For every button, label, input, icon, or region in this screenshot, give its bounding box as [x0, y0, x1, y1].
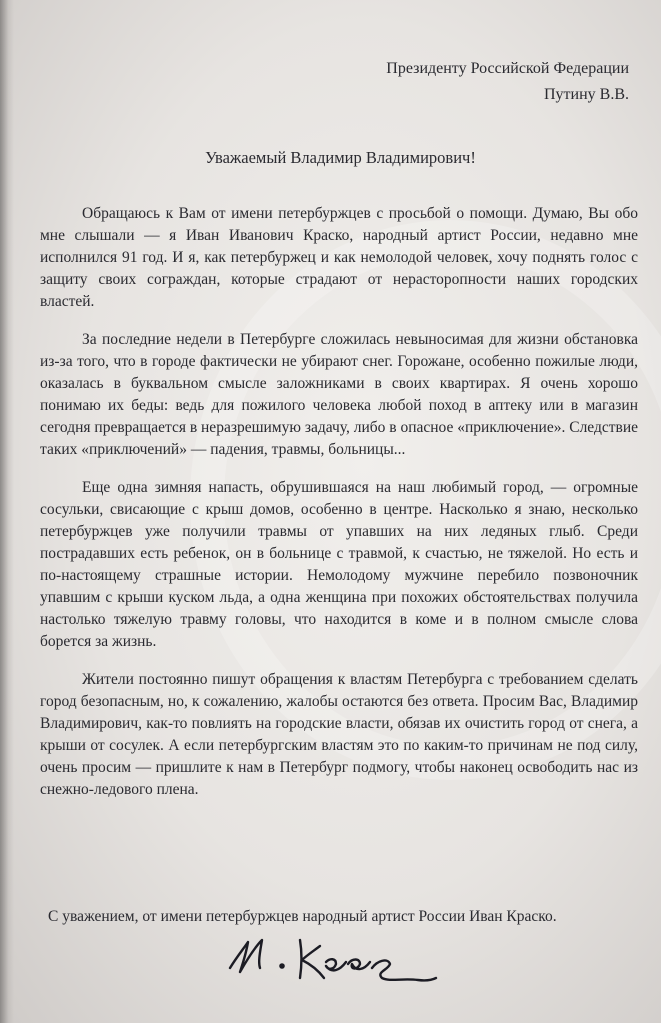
salutation: Уважаемый Владимир Владимирович!	[205, 148, 476, 167]
paragraph-2: За последние недели в Петербурге сложилась невыносимая для жизни обстановка из-за того, что в городе фактически не убирают снег. Горожане, особенно пожилые люди, оказалась в буквальном смысле заложниками в своих квартирах. Я очень хорошо понимаю их беды: ведь для пожилого человека любой поход в аптеку или в магазин сегодня превращается в неразрешимую задачу, либо в опасное «приключение». Следствие таких «приключений» — падения, травмы, больницы...	[40, 331, 639, 458]
paragraph-1: Обращаюсь к Вам от имени петербуржцев с просьбой о помощи. Думаю, Вы обо мне слышали — я Иван Иванович Краско, народный артист России, недавно мне исполнился 91 год. И я, как петербуржец и как немолодой человек, хочу поднять голос с защиту своих сограждан, которые страдают от нерасторопности наших городских властей.	[40, 205, 638, 310]
paragraph-3: Еще одна зимняя напасть, обрушившаяся на наш любимый город, — огромные сосульки, свисающие с крыш домов, особенно в центре. Насколько я знаю, несколько петербуржцев уже получили травмы от упавших на них ледяных глыб. Среди пострадавших есть ребенок, он в больнице с травмой, к счастью, не тяжелой. Но есть и по-настоящему страшные истории. Немолодому мужчине перебило позвоночник упавшим с крыши куском льда, а одна женщина при похожих обстоятельствах получила настолько тяжелую травму головы, что находится в коме и в полном смысле слова борется за жизнь.	[40, 479, 638, 650]
paragraph-4: Жители постоянно пишут обращения к властям Петербурга с требованием сделать город безопасным, но, к сожалению, жалобы остаются без ответа. Просим Вас, Владимир Владимирович, как-то повлиять на городские власти, обязав их очистить город от снега, а крыши от сосулек. А если петербургским властям это по каким-то причинам не под силу, очень просим — пришлите к нам в Петербург подмогу, чтобы наконец освободить нас из снежно-ледового плена.	[40, 671, 638, 798]
handwritten-signature	[222, 928, 442, 1000]
addressee-block	[386, 56, 629, 108]
addressee-line-2: Путину В.В.	[543, 86, 629, 103]
closing-line: С уважением, от имени петербуржцев народный артист России Иван Краско.	[48, 908, 557, 925]
letter-body	[40, 203, 638, 817]
addressee-line-1: Президенту Российской Федерации	[386, 60, 629, 77]
